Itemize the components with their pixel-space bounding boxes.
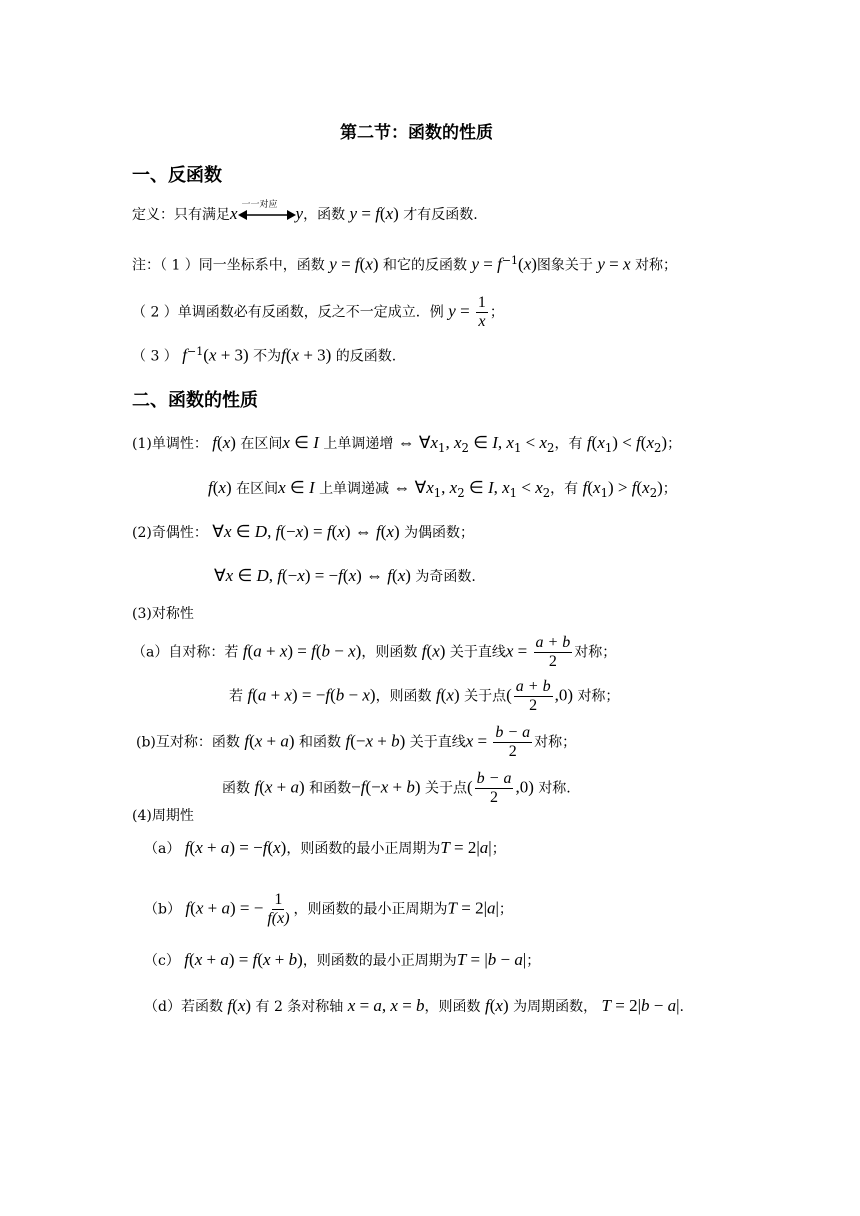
symmetry-self-point: 若 f(a + x) = −f(b − x)，则函数 f(x) 关于点( $\frac{a + b}{2}$ ,0) 对称； — [229, 678, 620, 714]
parity-even: (2)奇偶性： ∀x ∈ D, f(−x) = f(x) ⇔ f(x) 为偶函数； — [132, 522, 475, 541]
symmetry-self-axis: （a）自对称：若 f(a + x) = f(b − x)，则函数 f(x) 关于直线x = $\frac{a + b}{2}$ 对称； — [132, 634, 617, 670]
period-b: （b） f(x + a) = − $\frac{1}{f(x)}$ ，则函数的最小正周期为T = 2|a|； — [144, 891, 513, 927]
note-3: （ 3 ） $f^{-1}(x + 3)$ 不为f(x + 3) 的反函数. — [132, 345, 397, 365]
symmetry-mutual-point: 函数 f(x + a) 和函数−f(−x + b) 关于点( $\frac{b - a}{2}$ ,0) 对称. — [222, 770, 571, 806]
parity-odd: ∀x ∈ D, f(−x) = −f(x) ⇔ f(x) 为奇函数. — [214, 566, 476, 585]
monotonic-decreasing: f(x) 在区间x ∈ I 上单调递减 ⇔ $\forall x_1$, $x_2$ ∈ I, $x_1 < x_2$，有 $f(x_1) > f(x_2)$； — [208, 478, 677, 500]
section-heading-inverse: 一、反函数 — [132, 165, 222, 186]
definition-line: 定义：只有满足x 一一对应 y，函数 y = f(x) 才有反函数. — [132, 200, 478, 223]
page-title: 第二节：函数的性质 — [340, 123, 493, 143]
note-1: 注：（ 1 ）同一坐标系中，函数 y = f(x) 和它的反函数 $y = f^{-1}(x)$图象关于 y = x 对称； — [132, 254, 678, 274]
monotonic-increasing: (1)单调性： f(x) 在区间x ∈ I 上单调递增 ⇔ $\forall x_1$, $x_2$ ∈ I, $x_1 < x_2$，有 $f(x_1) < f(x_2)$； — [132, 433, 682, 455]
section-heading-properties: 二、函数的性质 — [132, 390, 258, 411]
symmetry-label: (3)对称性 — [132, 606, 194, 622]
period-a: （a） f(x + a) = −f(x)，则函数的最小正周期为T = 2|a|； — [144, 838, 506, 857]
period-d: （d）若函数 f(x) 有 2 条对称轴 x = a, x = b，则函数 f(x) 为周期函数， T = 2|b − a|. — [144, 996, 684, 1015]
note-2: （ 2 ）单调函数必有反函数，反之不一定成立．例 y = $\frac{1}{x}$ ； — [132, 294, 504, 330]
period-c: （c） f(x + a) = f(x + b)，则函数的最小正周期为T = |b − a|； — [144, 950, 541, 969]
symmetry-mutual-axis: (b)互对称：函数 f(x + a) 和函数 f(−x + b) 关于直线x = $\frac{b - a}{2}$ 对称； — [136, 724, 577, 760]
period-label: (4)周期性 — [132, 808, 194, 824]
double-arrow-icon: 一一对应 — [238, 209, 296, 221]
